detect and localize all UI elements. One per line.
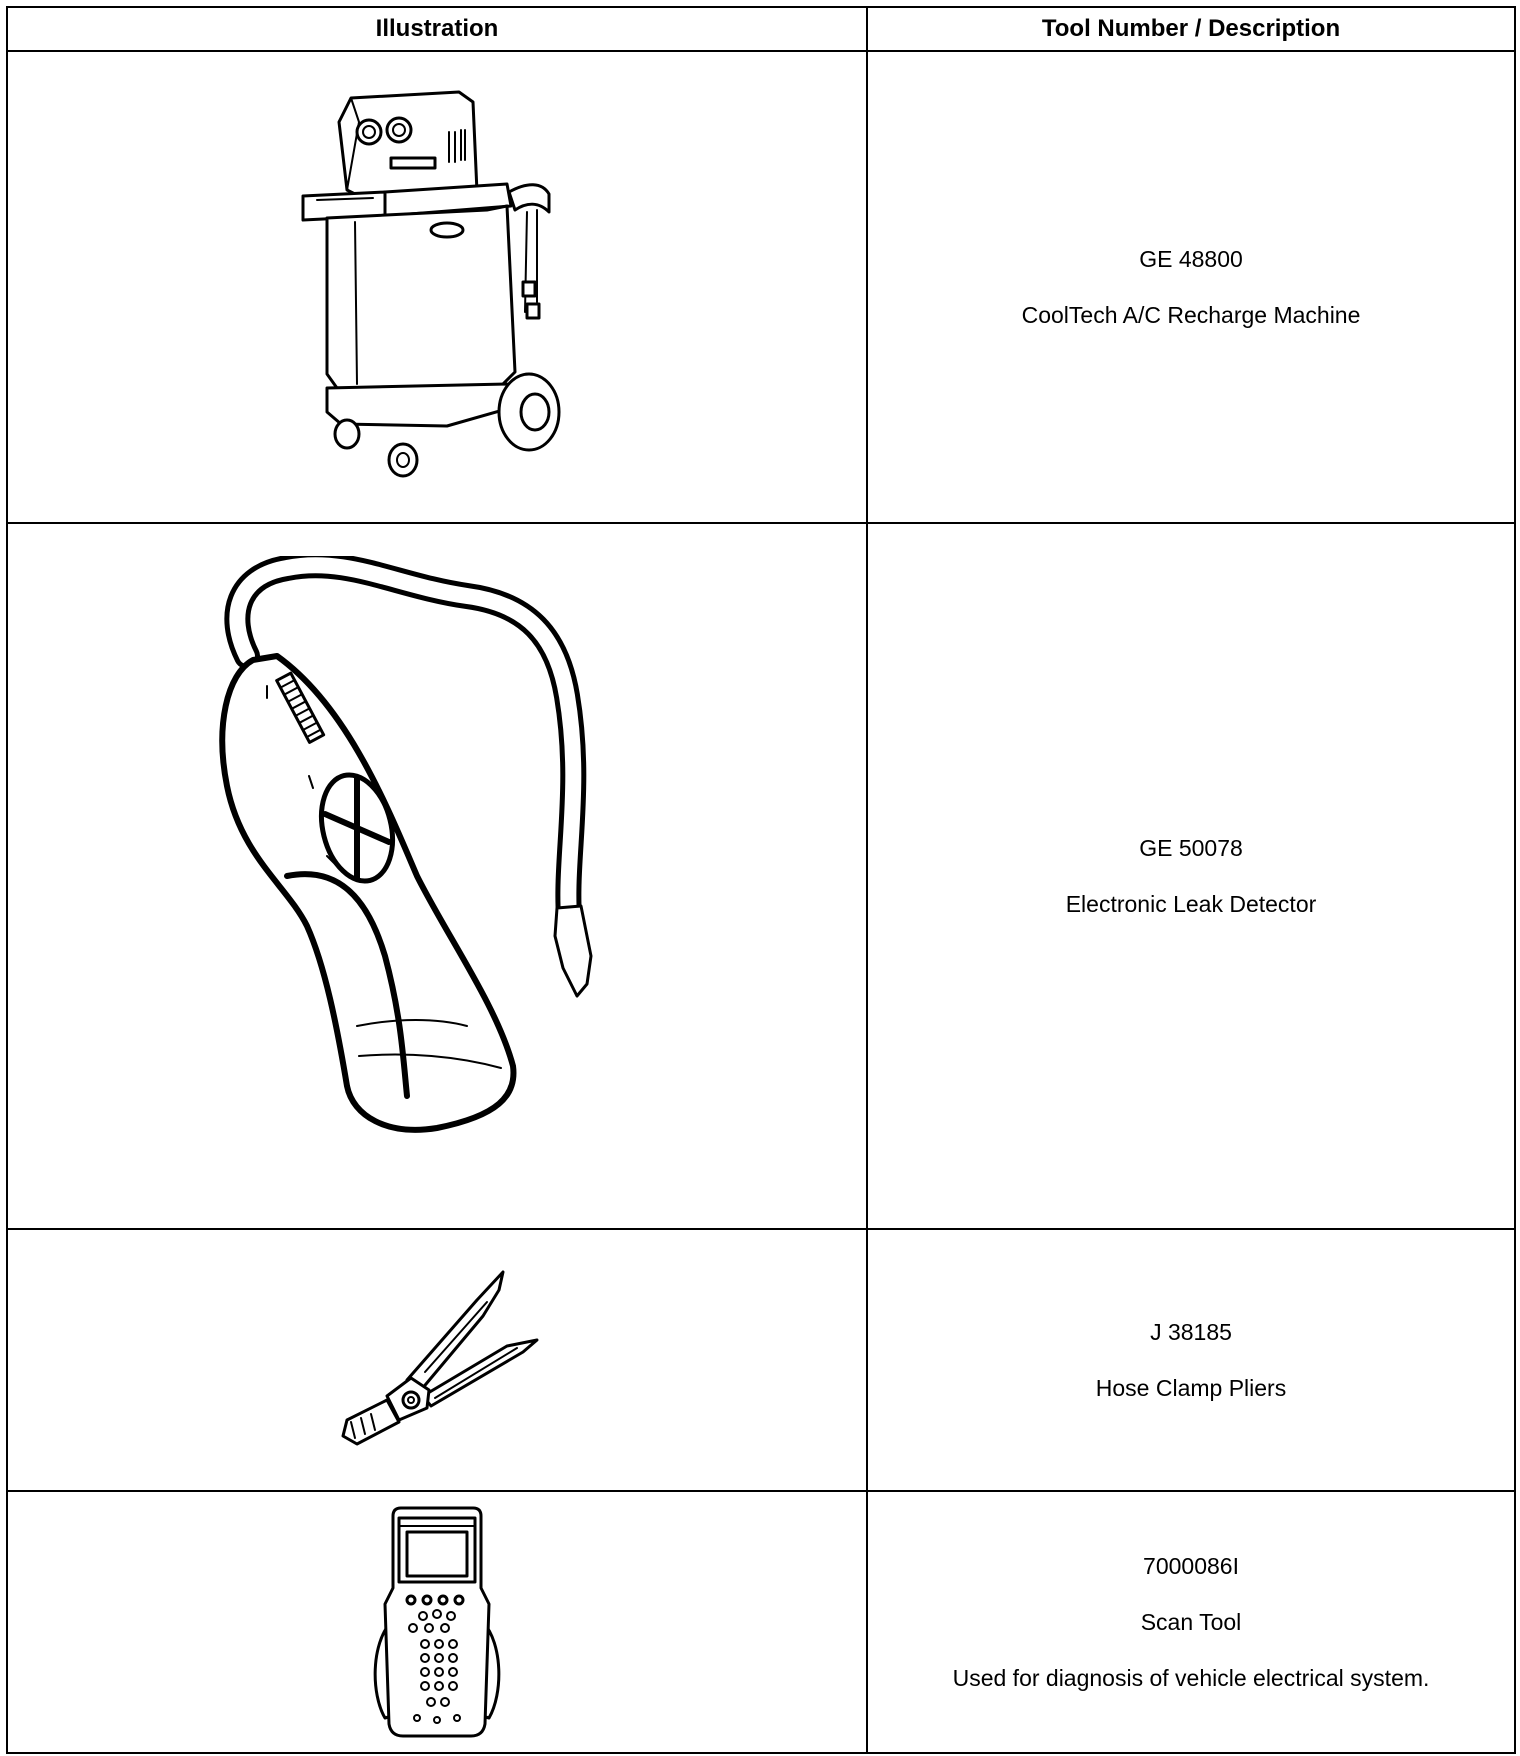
header-illustration: Illustration xyxy=(7,7,867,51)
special-tools-table xyxy=(6,6,1516,1754)
illustration-cell xyxy=(7,1229,867,1491)
description-cell xyxy=(867,1229,1515,1491)
leak-detector-icon xyxy=(197,556,677,1196)
illustration-cell xyxy=(7,51,867,523)
tool-description: Hose Clamp Pliers xyxy=(1095,1375,1287,1401)
table-row xyxy=(7,1229,1515,1491)
ac-recharge-machine-icon xyxy=(287,72,587,502)
tool-description: Electronic Leak Detector xyxy=(1065,891,1317,917)
table-row xyxy=(7,1491,1515,1753)
tool-number: J 38185 xyxy=(1150,1319,1232,1345)
header-row xyxy=(7,7,1515,51)
tool-usage-note: Used for diagnosis of vehicle electrical system. xyxy=(952,1665,1430,1691)
tool-number: GE 50078 xyxy=(1139,835,1243,861)
tool-number: GE 48800 xyxy=(1139,246,1243,272)
illustration-cell xyxy=(7,1491,867,1753)
tool-description: Scan Tool xyxy=(1140,1609,1242,1635)
description-cell xyxy=(867,523,1515,1229)
description-cell xyxy=(867,51,1515,523)
illustration-cell xyxy=(7,523,867,1229)
tool-description: CoolTech A/C Recharge Machine xyxy=(1021,302,1361,328)
scan-tool-icon xyxy=(367,1504,507,1740)
table-row xyxy=(7,523,1515,1229)
hose-clamp-pliers-icon xyxy=(327,1260,547,1460)
tool-number: 7000086I xyxy=(1143,1553,1239,1579)
header-tool-number-description: Tool Number / Description xyxy=(867,7,1515,51)
description-cell xyxy=(867,1491,1515,1753)
table-row xyxy=(7,51,1515,523)
